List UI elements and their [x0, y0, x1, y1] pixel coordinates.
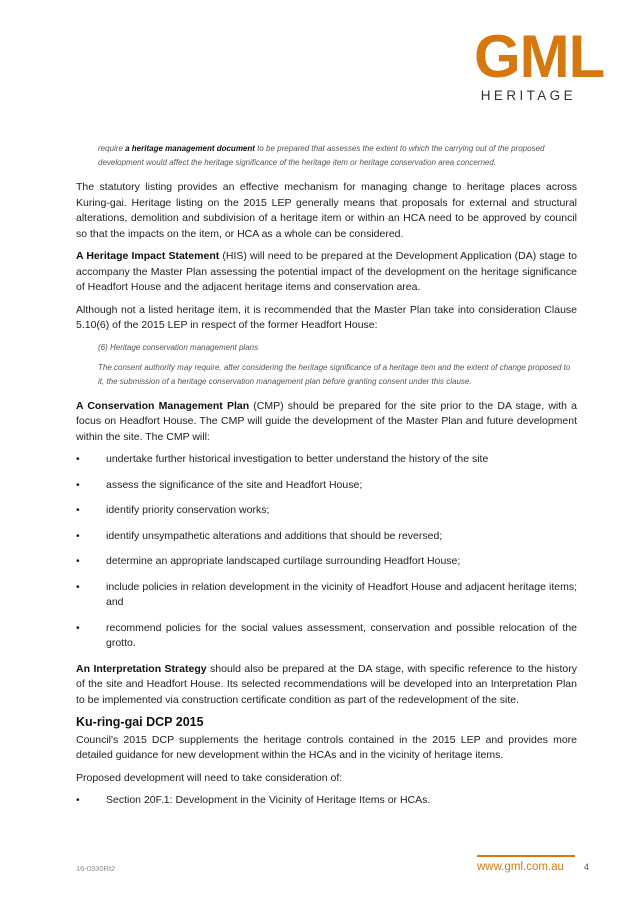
- list-item: • include policies in relation development in the vicinity of Headfort House and adjacent heritage items; and: [76, 580, 577, 608]
- list-item: • identify priority conservation works;: [76, 503, 577, 519]
- page-content: [76, 142, 577, 819]
- paragraph-clause-recommendation: Although not a listed heritage item, it is recommended that the Master Plan take into consideration Clause 5.10(6) of the 2015 LEP in respect of the former Headfort House:: [76, 303, 577, 331]
- bullet-icon: •: [76, 621, 80, 634]
- footer-website-link[interactable]: www.gml.com.au: [477, 861, 564, 873]
- paragraph-interpretation-strategy: An Interpretation Strategy should also be prepared at the DA stage, with specific reference to the history of the site and Headfort House. Its selected recommendations will be developed into an Interpretation Plan to be implemented via construction certificate condition as part of the redevelopment of the site.: [76, 662, 577, 706]
- paragraph-dcp-summary: Council's 2015 DCP supplements the heritage controls contained in the 2015 LEP and provides more detailed guidance for new development within the HCAs and in the vicinity of heritage items.: [76, 733, 577, 761]
- lep-quote-continuation: [98, 142, 577, 170]
- quote-text: The consent authority may require, after considering the heritage significance of a heritage item and the extent of change proposed to it, the submission of a heritage conservation management plan before granting consent under this clause.: [98, 362, 571, 386]
- bullet-icon: •: [76, 453, 80, 465]
- lep-clause-quote: [98, 341, 577, 389]
- bullet-icon: •: [76, 504, 80, 516]
- page-number: 4: [584, 862, 590, 872]
- footer-document-reference: 16-0330Rt2: [76, 864, 116, 873]
- list-item: • assess the significance of the site and Headfort House;: [76, 478, 577, 494]
- paragraph-statutory-listing: The statutory listing provides an effective mechanism for managing change to heritage places across Kuring-gai. Heritage listing on the 2015 LEP generally means that proposals for external and structural alterations, demolition and subdivision of a heritage item or within an HCA need to be approved by council so that the impacts on the item, or HCA as a whole can be considered.: [76, 181, 577, 240]
- list-item: • determine an appropriate landscaped curtilage surrounding Headfort House;: [76, 554, 577, 570]
- bullet-icon: •: [76, 529, 80, 542]
- bullet-icon: •: [76, 580, 80, 593]
- quote-text: require a heritage management document to be prepared that assesses the extent to which the carrying out of the proposed development would affect the heritage significance of the heritage item or heritage conservation area concerned.: [98, 144, 545, 167]
- bullet-icon: •: [76, 478, 80, 491]
- logo-heritage-text: HERITAGE: [480, 88, 576, 103]
- paragraph-proposed-development: Proposed development will need to take consideration of:: [76, 771, 343, 784]
- list-item: • recommend policies for the social values assessment, conservation and possible relocation of the grotto.: [76, 621, 577, 649]
- list-item: • identify unsympathetic alterations and additions that should be reversed;: [76, 529, 577, 545]
- quote-heading: (6) Heritage conservation management plans: [98, 342, 259, 352]
- list-item: • Section 20F.1: Development in the Vicinity of Heritage Items or HCAs.: [76, 793, 577, 809]
- paragraph-conservation-management-plan: A Conservation Management Plan (CMP) should be prepared for the site prior to the DA stage, with a focus on Headfort House. The CMP will guide the development of the Master Plan and future development within the site. The CMP will:: [76, 399, 577, 443]
- dcp-bullet-list: [76, 793, 577, 809]
- bullet-icon: •: [76, 794, 80, 806]
- footer-divider: [477, 855, 575, 857]
- bullet-icon: •: [76, 555, 80, 567]
- paragraph-heritage-impact-statement: A Heritage Impact Statement (HIS) will need to be prepared at the Development Application (DA) stage to accompany the Master Plan assessing the potential impact of the development on the heritage significance of Headfort House and the adjacent heritage items and conservation area.: [76, 250, 577, 293]
- cmp-bullet-list: [76, 452, 577, 652]
- logo-gml-text: GML: [474, 23, 605, 90]
- gml-heritage-logo: [474, 23, 605, 103]
- list-item: • undertake further historical investigation to better understand the history of the site: [76, 452, 577, 468]
- section-heading-dcp: Ku-ring-gai DCP 2015: [76, 715, 204, 729]
